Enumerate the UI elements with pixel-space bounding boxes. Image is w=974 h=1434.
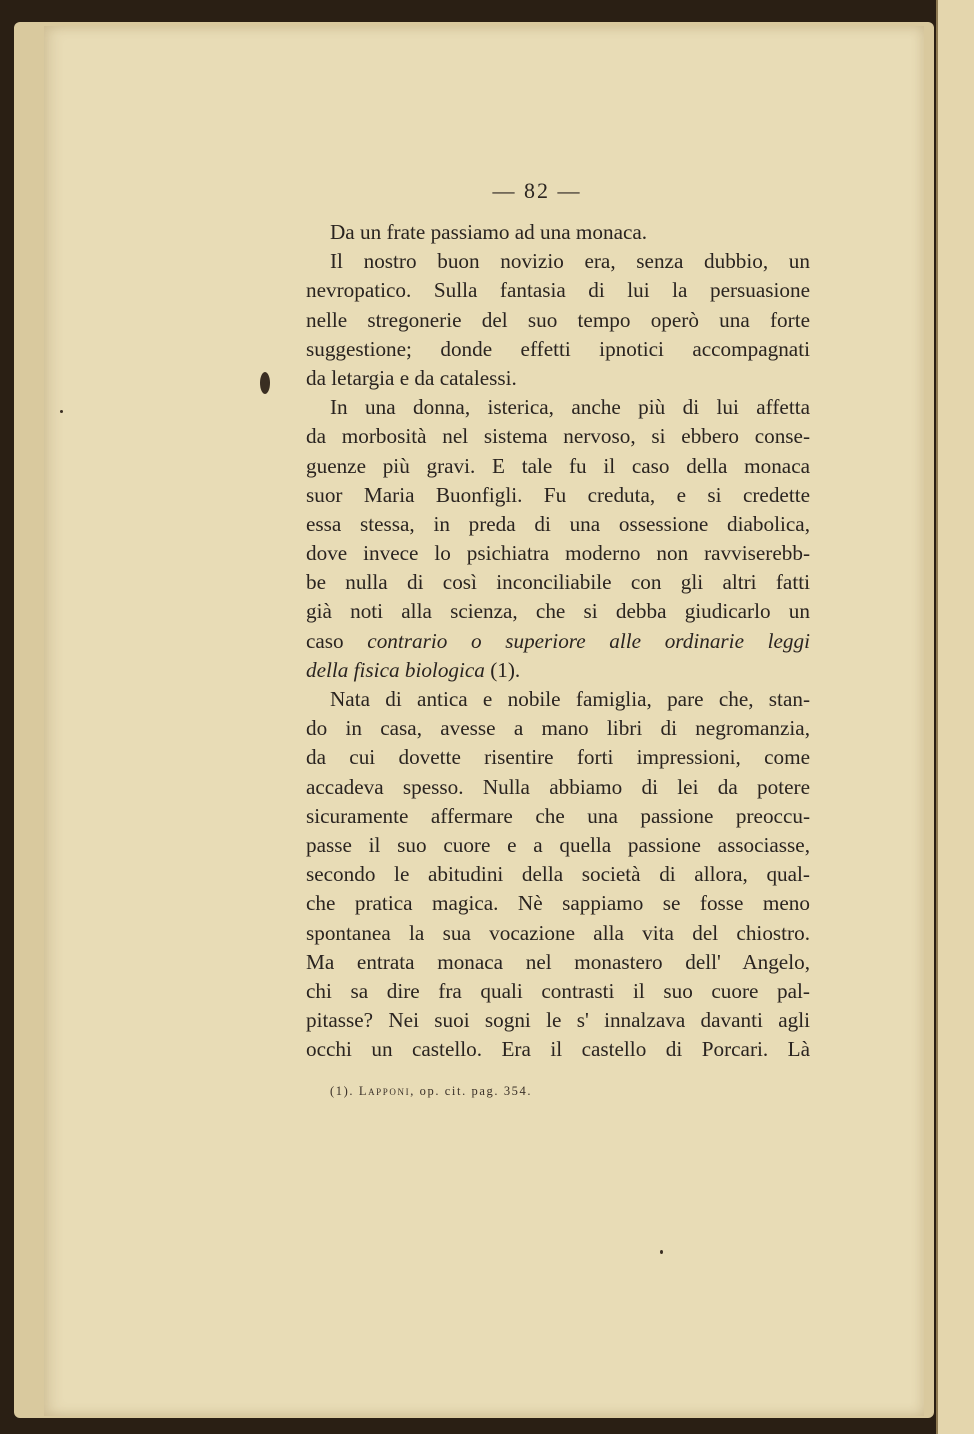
text-run: chi sa dire fra quali contrasti il suo cuore pal- bbox=[306, 978, 810, 1003]
text-run: (1). bbox=[484, 657, 521, 682]
text-run: passe il suo cuore e a quella passione associasse, bbox=[306, 832, 810, 857]
text-line bbox=[306, 743, 810, 772]
text-line bbox=[306, 247, 810, 276]
text-line bbox=[306, 860, 810, 889]
text-line bbox=[306, 335, 810, 364]
text-run: spontanea la sua vocazione alla vita del chiostro. bbox=[306, 920, 810, 945]
text-run: essa stessa, in preda di una ossessione diabolica, bbox=[306, 511, 810, 536]
text-line bbox=[306, 597, 810, 626]
text-run: dove invece lo psichiatra moderno non ravviserebb- bbox=[306, 541, 810, 566]
text-line bbox=[306, 773, 810, 802]
text-run: suor Maria Buonfigli. Fu creduta, e si credette bbox=[306, 482, 810, 507]
text-line bbox=[306, 685, 810, 714]
text-run: be nulla di così inconciliabile con gli altri fatti bbox=[306, 570, 810, 595]
text-run: Ma entrata monaca nel monastero dell' Angelo, bbox=[306, 949, 810, 974]
text-run: occhi un castello. Era il castello di Porcari. Là bbox=[306, 1037, 810, 1062]
italic-run: contrario o superiore alle ordinarie leggi bbox=[367, 628, 810, 653]
text-line bbox=[306, 364, 810, 393]
italic-run: della fisica biologica bbox=[306, 657, 485, 682]
ink-speck bbox=[60, 410, 63, 413]
text-line bbox=[306, 714, 810, 743]
footnote-author: Lapponi bbox=[358, 1084, 411, 1098]
text-run: nelle stregonerie del suo tempo operò una forte bbox=[306, 307, 810, 332]
body-text bbox=[306, 218, 810, 1064]
text-run: secondo le abitudini della società di allora, qual- bbox=[306, 862, 810, 887]
text-run: do in casa, avesse a mano libri di negromanzia, bbox=[306, 716, 810, 741]
text-line bbox=[306, 948, 810, 977]
text-run: Da un frate passiamo ad una monaca. bbox=[330, 220, 648, 244]
text-run: da letargia e da catalessi. bbox=[306, 365, 517, 390]
text-line bbox=[306, 393, 810, 422]
text-line bbox=[306, 1006, 810, 1035]
text-line bbox=[306, 656, 810, 685]
text-line bbox=[306, 889, 810, 918]
text-run: Il nostro buon novizio era, senza dubbio, un bbox=[330, 249, 810, 274]
facing-page-edge bbox=[936, 0, 974, 1434]
text-run: pitasse? Nei suoi sogni le s' innalzava davanti agli bbox=[306, 1008, 810, 1033]
text-run: Nata di antica e nobile famiglia, pare che, stan- bbox=[330, 687, 810, 711]
text-run: da cui dovette risentire forti impressioni, come bbox=[306, 745, 810, 770]
text-run: sicuramente affermare che una passione preoccu- bbox=[306, 803, 810, 828]
text-line bbox=[306, 422, 810, 451]
text-line bbox=[306, 977, 810, 1006]
text-run: guenze più gravi. E tale fu il caso della monaca bbox=[306, 453, 810, 478]
text-run: caso bbox=[306, 628, 368, 653]
text-line bbox=[306, 452, 810, 481]
text-run: che pratica magica. Nè sappiamo se fosse meno bbox=[306, 891, 810, 916]
text-line bbox=[306, 481, 810, 510]
text-line bbox=[306, 568, 810, 597]
text-run: In una donna, isterica, anche più di lui affetta bbox=[330, 395, 810, 420]
text-run: nevropatico. Sulla fantasia di lui la persuasione bbox=[306, 278, 810, 303]
text-line bbox=[306, 306, 810, 335]
text-run: già noti alla scienza, che si debba giudicarlo un bbox=[306, 599, 810, 624]
footnote-marker: (1). bbox=[330, 1084, 355, 1098]
ink-speck bbox=[660, 1250, 663, 1254]
text-line bbox=[306, 919, 810, 948]
text-line bbox=[306, 276, 810, 305]
text-line bbox=[306, 627, 810, 656]
text-line bbox=[306, 802, 810, 831]
ink-spot bbox=[260, 372, 270, 394]
text-line bbox=[306, 539, 810, 568]
text-line bbox=[306, 1035, 810, 1064]
page-number: — 82 — bbox=[492, 178, 582, 203]
text-run: accadeva spesso. Nulla abbiamo di lei da potere bbox=[306, 774, 810, 799]
text-run: da morbosità nel sistema nervoso, si ebbero conse- bbox=[306, 424, 810, 449]
text-line bbox=[306, 218, 810, 247]
footnote bbox=[330, 1084, 532, 1099]
footnote-citation: , op. cit. pag. 354. bbox=[410, 1084, 533, 1098]
text-line bbox=[306, 831, 810, 860]
text-run: suggestione; donde effetti ipnotici accompagnati bbox=[306, 336, 810, 361]
text-line bbox=[306, 510, 810, 539]
